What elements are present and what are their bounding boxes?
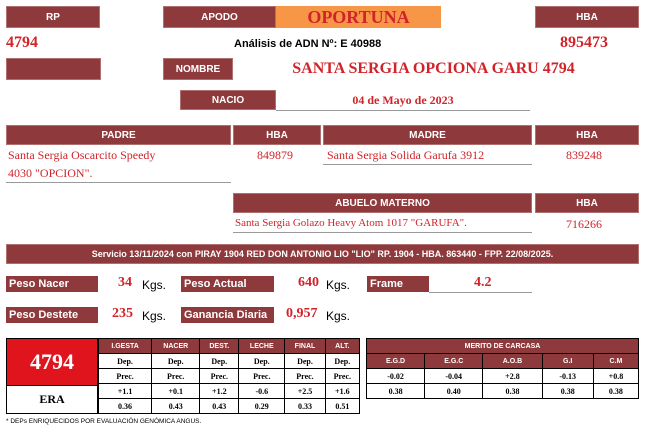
nombre-value: SANTA SERGIA OPCIONA GARU 4794 xyxy=(292,60,575,77)
growth-header: I.GESTA xyxy=(99,339,152,354)
footnote: * DEPs ENRIQUECIDOS POR EVALUACIÓN GENÓMICA ANGUS. xyxy=(6,418,202,425)
ganancia-value: 0,957 xyxy=(286,306,318,321)
rp-label: RP xyxy=(6,6,100,28)
growth-header: ALT. xyxy=(325,339,359,354)
rp-value: 4794 xyxy=(6,34,38,51)
growth-prec-value: 0.51 xyxy=(325,399,359,414)
growth-header: DEST. xyxy=(200,339,239,354)
growth-dep-value: +2.5 xyxy=(285,384,325,399)
carcass-prec-value: 0.40 xyxy=(425,384,483,399)
era-box xyxy=(6,386,98,414)
hba-label: HBA xyxy=(535,6,639,28)
peso-nacer-label: Peso Nacer xyxy=(6,276,98,292)
frame-label: Frame xyxy=(367,276,429,292)
madre-underline xyxy=(323,164,532,165)
prec-label: Prec. xyxy=(99,369,152,384)
dep-label: Dep. xyxy=(285,354,325,369)
nombre-label: NOMBRE xyxy=(163,58,233,80)
growth-prec-value: 0.43 xyxy=(200,399,239,414)
carcass-prec-value: 0.38 xyxy=(593,384,638,399)
padre-hba-value: 849879 xyxy=(257,148,293,162)
madre-hba-label: HBA xyxy=(535,125,639,145)
dep-label: Dep. xyxy=(200,354,239,369)
carcass-dep-value: -0.02 xyxy=(367,369,425,384)
growth-prec-value: 0.36 xyxy=(99,399,152,414)
growth-header: LECHE xyxy=(239,339,285,354)
growth-prec-value: 0.29 xyxy=(239,399,285,414)
padre-hba-label: HBA xyxy=(233,125,321,145)
madre-hba-value: 839248 xyxy=(566,148,602,162)
growth-dep-value: -0.6 xyxy=(239,384,285,399)
peso-actual-value: 640 xyxy=(298,275,319,290)
rp-value-box xyxy=(6,58,101,80)
dep-label: Dep. xyxy=(325,354,359,369)
carcass-header: C.M xyxy=(593,354,638,369)
peso-destete-value: 235 xyxy=(112,306,133,321)
abuelo-hba-label: HBA xyxy=(535,193,639,213)
peso-nacer-value: 34 xyxy=(118,275,132,290)
padre-label: PADRE xyxy=(6,125,231,145)
growth-dep-value: +1.6 xyxy=(325,384,359,399)
prec-label: Prec. xyxy=(239,369,285,384)
nacio-value: 04 de Mayo de 2023 xyxy=(352,92,454,107)
abuelo-name: Santa Sergia Golazo Heavy Atom 1017 "GARUFA". xyxy=(235,217,467,229)
madre-name: Santa Sergia Solida Garufa 3912 xyxy=(327,148,485,162)
growth-prec-value: 0.33 xyxy=(285,399,325,414)
abuelo-hba-value: 716266 xyxy=(566,217,602,231)
carcass-header: E.G.C xyxy=(425,354,483,369)
ganancia-unit: Kgs. xyxy=(326,309,351,323)
id-box xyxy=(6,338,98,386)
growth-header: NACER xyxy=(152,339,200,354)
prec-label: Prec. xyxy=(152,369,200,384)
carcass-header: A.O.B xyxy=(483,354,542,369)
dep-label: Dep. xyxy=(152,354,200,369)
padre-underline xyxy=(6,182,231,183)
nacio-label: NACIO xyxy=(180,90,276,110)
growth-header: FINAL xyxy=(285,339,325,354)
carcass-dep-value: -0.04 xyxy=(425,369,483,384)
ganancia-label: Ganancia Diaria xyxy=(181,307,274,323)
apodo-value: OPORTUNA xyxy=(276,6,441,28)
era-label: ERA xyxy=(39,392,65,406)
servicio-bar: Servicio 13/11/2024 con PIRAY 1904 RED DON ANTONIO LIO "LIO" RP. 1904 - HBA. 863440 - FPP. 22/08/2025. xyxy=(6,244,639,264)
peso-destete-label: Peso Destete xyxy=(6,307,98,323)
carcass-header: E.G.D xyxy=(367,354,425,369)
carcass-dep-value: -0.13 xyxy=(542,369,593,384)
frame-underline xyxy=(429,292,532,293)
carcass-prec-value: 0.38 xyxy=(483,384,542,399)
carcass-table xyxy=(366,338,639,399)
carcass-title: MERITO DE CARCASA xyxy=(367,339,639,354)
dep-label: Dep. xyxy=(239,354,285,369)
prec-label: Prec. xyxy=(285,369,325,384)
growth-dep-value: +1.2 xyxy=(200,384,239,399)
carcass-header: G.I xyxy=(542,354,593,369)
growth-dep-table xyxy=(98,338,360,414)
id-big-value: 4794 xyxy=(30,349,74,374)
prec-label: Prec. xyxy=(325,369,359,384)
growth-prec-value: 0.43 xyxy=(152,399,200,414)
carcass-dep-value: +2.8 xyxy=(483,369,542,384)
carcass-prec-value: 0.38 xyxy=(542,384,593,399)
frame-value: 4.2 xyxy=(474,275,492,290)
carcass-dep-value: +0.8 xyxy=(593,369,638,384)
carcass-prec-value: 0.38 xyxy=(367,384,425,399)
prec-label: Prec. xyxy=(200,369,239,384)
adn-text: Análisis de ADN Nº: E 40988 xyxy=(234,38,382,50)
peso-actual-unit: Kgs. xyxy=(326,278,351,292)
padre-name-line2: 4030 "OPCION". xyxy=(8,166,93,180)
abuelo-label: ABUELO MATERNO xyxy=(233,193,532,213)
growth-dep-value: +1.1 xyxy=(99,384,152,399)
hba-value: 895473 xyxy=(560,34,608,51)
peso-destete-unit: Kgs. xyxy=(142,309,167,323)
madre-label: MADRE xyxy=(323,125,532,145)
abuelo-underline xyxy=(233,232,532,233)
apodo-label: APODO xyxy=(163,6,276,28)
nacio-underline xyxy=(276,110,530,111)
padre-name-line1: Santa Sergia Oscarcito Speedy xyxy=(8,148,156,162)
dep-label: Dep. xyxy=(99,354,152,369)
peso-actual-label: Peso Actual xyxy=(181,276,274,292)
peso-nacer-unit: Kgs. xyxy=(142,278,167,292)
growth-dep-value: +0.1 xyxy=(152,384,200,399)
